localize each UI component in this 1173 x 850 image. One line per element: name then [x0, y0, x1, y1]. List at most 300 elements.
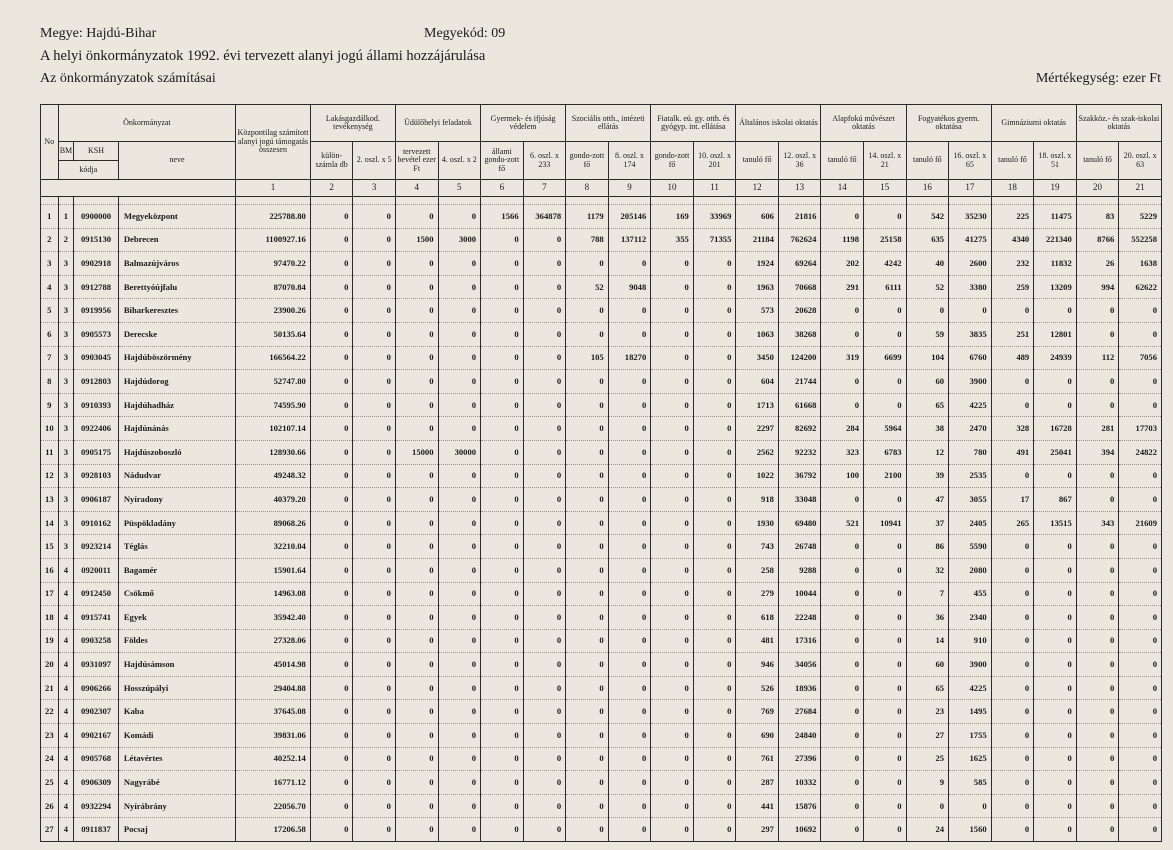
row-value: 3900 [949, 653, 992, 677]
row-name: Földes [118, 629, 235, 653]
row-value: 0 [991, 464, 1034, 488]
row-value: 0 [523, 700, 566, 724]
row-value: 343 [1076, 511, 1119, 535]
row-value: 3055 [949, 488, 992, 512]
row-total: 89068.26 [236, 511, 311, 535]
table-row [41, 653, 1162, 677]
row-value: 0 [821, 299, 864, 323]
row-value: 0 [991, 771, 1034, 795]
row-value: 0 [821, 558, 864, 582]
row-value: 0 [651, 724, 694, 748]
col-number: 11 [693, 180, 736, 197]
row-number: 15 [41, 535, 59, 559]
table-row [41, 582, 1162, 606]
row-value: 0 [566, 653, 609, 677]
row-value: 3450 [736, 346, 779, 370]
row-value: 259 [991, 275, 1034, 299]
row-value: 0 [353, 393, 396, 417]
row-ksh-code: 0915741 [74, 606, 119, 630]
row-value: 16728 [1034, 417, 1077, 441]
row-value: 0 [353, 488, 396, 512]
row-value: 0 [353, 818, 396, 842]
row-name: Egyek [118, 606, 235, 630]
row-name: Létavértes [118, 747, 235, 771]
row-value: 0 [481, 582, 524, 606]
row-value: 137112 [608, 228, 651, 252]
table-row [41, 511, 1162, 535]
row-value: 0 [310, 205, 353, 229]
row-value: 0 [353, 252, 396, 276]
row-value: 0 [864, 629, 907, 653]
col-sub-header: 16. oszl. x 65 [949, 142, 992, 180]
col-sub-header: gondo-zott fő [651, 142, 694, 180]
row-value: 0 [1119, 606, 1162, 630]
row-value: 0 [693, 558, 736, 582]
row-value: 0 [523, 818, 566, 842]
row-value: 0 [864, 676, 907, 700]
table-row [41, 771, 1162, 795]
row-value: 0 [1119, 794, 1162, 818]
row-value: 0 [821, 818, 864, 842]
row-ksh-code: 0923214 [74, 535, 119, 559]
row-value: 4225 [949, 393, 992, 417]
col-number: 5 [438, 180, 481, 197]
table-row [41, 440, 1162, 464]
table-row [41, 464, 1162, 488]
row-value: 0 [523, 771, 566, 795]
row-value: 0 [864, 488, 907, 512]
row-number: 3 [41, 252, 59, 276]
table-row [41, 818, 1162, 842]
row-value: 2100 [864, 464, 907, 488]
row-value: 0 [693, 653, 736, 677]
row-value: 47 [906, 488, 949, 512]
row-total: 74595.90 [236, 393, 311, 417]
row-value: 251 [991, 322, 1034, 346]
row-value: 3380 [949, 275, 992, 299]
unit-label: Mértékegység: ezer Ft [1035, 71, 1161, 86]
row-value: 0 [523, 747, 566, 771]
row-value: 441 [736, 794, 779, 818]
row-value: 0 [395, 771, 438, 795]
row-value: 0 [438, 629, 481, 653]
row-ksh-code: 0902167 [74, 724, 119, 748]
table-header [41, 105, 1162, 197]
row-value: 0 [693, 818, 736, 842]
row-value: 0 [864, 724, 907, 748]
row-value: 2535 [949, 464, 992, 488]
spacer-cell [1119, 197, 1162, 205]
table-row [41, 535, 1162, 559]
row-value: 0 [310, 818, 353, 842]
row-value: 205146 [608, 205, 651, 229]
row-value: 0 [523, 629, 566, 653]
row-value: 994 [1076, 275, 1119, 299]
spacer-cell [991, 197, 1034, 205]
row-value: 0 [651, 629, 694, 653]
row-value: 0 [1034, 393, 1077, 417]
col-sub-header: tanuló fő [821, 142, 864, 180]
row-ksh-code: 0902307 [74, 700, 119, 724]
row-value: 36792 [778, 464, 821, 488]
row-ksh-code: 0919956 [74, 299, 119, 323]
row-value: 0 [566, 700, 609, 724]
row-value: 0 [523, 653, 566, 677]
row-bm-code: 3 [58, 535, 74, 559]
row-value: 0 [353, 535, 396, 559]
row-value: 0 [608, 724, 651, 748]
row-value: 0 [693, 370, 736, 394]
row-value: 0 [353, 228, 396, 252]
row-value: 0 [438, 794, 481, 818]
row-value: 489 [991, 346, 1034, 370]
row-bm-code: 3 [58, 299, 74, 323]
spacer-cell [118, 197, 235, 205]
row-value: 33048 [778, 488, 821, 512]
row-value: 0 [481, 676, 524, 700]
row-bm-code: 4 [58, 629, 74, 653]
col-no-header: No [41, 105, 59, 180]
row-value: 0 [693, 606, 736, 630]
row-value: 18270 [608, 346, 651, 370]
row-value: 0 [864, 747, 907, 771]
row-value: 12801 [1034, 322, 1077, 346]
row-value: 0 [693, 393, 736, 417]
row-value: 0 [523, 558, 566, 582]
row-ksh-code: 0922406 [74, 417, 119, 441]
row-value: 0 [1076, 794, 1119, 818]
row-value: 0 [1034, 771, 1077, 795]
row-value: 0 [438, 724, 481, 748]
col-group-header: Üdülőhelyi feladatok [395, 105, 480, 142]
row-value: 0 [651, 464, 694, 488]
row-value: 0 [1076, 299, 1119, 323]
row-value: 0 [310, 228, 353, 252]
row-value: 0 [821, 370, 864, 394]
row-number: 7 [41, 346, 59, 370]
spacer-cell [41, 197, 59, 205]
row-value: 0 [949, 794, 992, 818]
row-value: 83 [1076, 205, 1119, 229]
row-value: 0 [310, 700, 353, 724]
row-value: 0 [864, 606, 907, 630]
row-value: 0 [651, 653, 694, 677]
row-number: 17 [41, 582, 59, 606]
row-name: Pocsaj [118, 818, 235, 842]
row-bm-code: 3 [58, 346, 74, 370]
row-value: 21744 [778, 370, 821, 394]
row-value: 0 [523, 275, 566, 299]
row-value: 70668 [778, 275, 821, 299]
row-value: 202 [821, 252, 864, 276]
row-bm-code: 1 [58, 205, 74, 229]
row-value: 328 [991, 417, 1034, 441]
row-number: 19 [41, 629, 59, 653]
row-value: 0 [693, 511, 736, 535]
row-value: 10941 [864, 511, 907, 535]
row-value: 0 [991, 818, 1034, 842]
row-value: 0 [1034, 299, 1077, 323]
row-value: 0 [438, 464, 481, 488]
row-value: 41275 [949, 228, 992, 252]
row-bm-code: 4 [58, 794, 74, 818]
row-value: 0 [1034, 370, 1077, 394]
col-neve-header: neve [118, 142, 235, 180]
row-value: 0 [608, 488, 651, 512]
row-bm-code: 4 [58, 747, 74, 771]
row-value: 2405 [949, 511, 992, 535]
row-bm-code: 4 [58, 653, 74, 677]
row-bm-code: 3 [58, 488, 74, 512]
row-value: 40 [906, 252, 949, 276]
row-value: 0 [310, 346, 353, 370]
row-value: 0 [1076, 606, 1119, 630]
spacer-cell [906, 197, 949, 205]
table-row [41, 724, 1162, 748]
row-value: 0 [991, 653, 1034, 677]
row-value: 0 [1034, 606, 1077, 630]
col-sub-header: tanuló fő [1076, 142, 1119, 180]
row-value: 0 [864, 794, 907, 818]
row-value: 10332 [778, 771, 821, 795]
row-value: 86 [906, 535, 949, 559]
row-value: 0 [523, 322, 566, 346]
row-value: 258 [736, 558, 779, 582]
row-value: 0 [693, 252, 736, 276]
row-ksh-code: 0910393 [74, 393, 119, 417]
row-name: Komádi [118, 724, 235, 748]
row-value: 0 [1034, 535, 1077, 559]
table-row [41, 676, 1162, 700]
col-number: 1 [236, 180, 311, 197]
row-number: 2 [41, 228, 59, 252]
row-value: 0 [1034, 724, 1077, 748]
row-value: 0 [949, 299, 992, 323]
spacer-cell [481, 197, 524, 205]
row-value: 6760 [949, 346, 992, 370]
row-value: 60 [906, 653, 949, 677]
row-value: 0 [481, 370, 524, 394]
row-value: 24840 [778, 724, 821, 748]
row-value: 0 [864, 393, 907, 417]
row-value: 0 [438, 205, 481, 229]
row-value: 0 [1119, 393, 1162, 417]
row-name: Nagyrábé [118, 771, 235, 795]
row-ksh-code: 0900000 [74, 205, 119, 229]
row-ksh-code: 0931097 [74, 653, 119, 677]
row-value: 0 [864, 535, 907, 559]
row-value: 0 [991, 794, 1034, 818]
row-bm-code: 3 [58, 417, 74, 441]
row-bm-code: 4 [58, 582, 74, 606]
row-ksh-code: 0912450 [74, 582, 119, 606]
row-value: 104 [906, 346, 949, 370]
col-group-header: Lakásgazdálkod. tevékenység [310, 105, 395, 142]
col-ksh-header: KSH [74, 142, 119, 161]
row-value: 0 [693, 700, 736, 724]
row-value: 297 [736, 818, 779, 842]
header-spacer-row [41, 197, 1162, 205]
row-ksh-code: 0906309 [74, 771, 119, 795]
row-value: 52 [566, 275, 609, 299]
row-value: 0 [821, 322, 864, 346]
row-value: 0 [310, 794, 353, 818]
row-total: 40379.20 [236, 488, 311, 512]
col-sub-header: tanuló fő [736, 142, 779, 180]
row-total: 225788.80 [236, 205, 311, 229]
row-value: 918 [736, 488, 779, 512]
row-value: 0 [991, 747, 1034, 771]
row-value: 1198 [821, 228, 864, 252]
row-value: 0 [1076, 370, 1119, 394]
row-value: 13209 [1034, 275, 1077, 299]
row-total: 49248.32 [236, 464, 311, 488]
row-value: 3000 [438, 228, 481, 252]
row-value: 0 [1076, 558, 1119, 582]
row-value: 0 [1119, 464, 1162, 488]
row-value: 0 [991, 676, 1034, 700]
spacer-cell [778, 197, 821, 205]
row-value: 21609 [1119, 511, 1162, 535]
row-value: 0 [395, 299, 438, 323]
col-number: 19 [1034, 180, 1077, 197]
row-number: 20 [41, 653, 59, 677]
row-value: 2080 [949, 558, 992, 582]
row-ksh-code: 0903045 [74, 346, 119, 370]
row-value: 0 [438, 676, 481, 700]
row-value: 0 [353, 322, 396, 346]
row-value: 0 [395, 818, 438, 842]
row-total: 16771.12 [236, 771, 311, 795]
row-value: 0 [310, 653, 353, 677]
row-value: 0 [608, 700, 651, 724]
row-value: 0 [864, 370, 907, 394]
row-value: 0 [481, 700, 524, 724]
table-row [41, 488, 1162, 512]
spacer-cell [736, 197, 779, 205]
row-value: 0 [906, 299, 949, 323]
row-value: 0 [395, 346, 438, 370]
row-ksh-code: 0912788 [74, 275, 119, 299]
row-value: 0 [566, 818, 609, 842]
spacer-cell [608, 197, 651, 205]
col-sub-header: 14. oszl. x 21 [864, 142, 907, 180]
row-value: 17703 [1119, 417, 1162, 441]
row-value: 0 [438, 370, 481, 394]
row-value: 0 [821, 205, 864, 229]
row-value: 112 [1076, 346, 1119, 370]
table-row [41, 205, 1162, 229]
row-value: 38268 [778, 322, 821, 346]
row-name: Hajdúsámson [118, 653, 235, 677]
row-value: 1755 [949, 724, 992, 748]
row-value: 0 [1119, 676, 1162, 700]
row-value: 0 [566, 393, 609, 417]
row-value: 0 [481, 464, 524, 488]
row-value: 279 [736, 582, 779, 606]
row-value: 0 [481, 511, 524, 535]
spacer-cell [74, 197, 119, 205]
row-value: 2340 [949, 606, 992, 630]
row-value: 762624 [778, 228, 821, 252]
row-value: 0 [481, 488, 524, 512]
row-total: 52747.80 [236, 370, 311, 394]
row-value: 0 [481, 771, 524, 795]
row-value: 0 [353, 558, 396, 582]
row-value: 0 [523, 346, 566, 370]
row-name: Nádudvar [118, 464, 235, 488]
table-row [41, 370, 1162, 394]
row-value: 394 [1076, 440, 1119, 464]
row-value: 0 [481, 535, 524, 559]
row-value: 0 [1119, 488, 1162, 512]
row-value: 1638 [1119, 252, 1162, 276]
row-value: 0 [1119, 653, 1162, 677]
row-value: 0 [523, 582, 566, 606]
row-value: 0 [395, 511, 438, 535]
row-value: 0 [395, 724, 438, 748]
row-value: 0 [651, 700, 694, 724]
row-number: 23 [41, 724, 59, 748]
row-value: 0 [693, 299, 736, 323]
row-value: 0 [353, 629, 396, 653]
row-value: 2297 [736, 417, 779, 441]
county-label: Megye: Hajdú-Bihar [40, 26, 157, 41]
row-value: 0 [693, 747, 736, 771]
row-value: 124200 [778, 346, 821, 370]
row-value: 0 [481, 653, 524, 677]
row-value: 0 [991, 535, 1034, 559]
row-value: 7 [906, 582, 949, 606]
row-value: 355 [651, 228, 694, 252]
row-value: 0 [608, 582, 651, 606]
row-value: 552258 [1119, 228, 1162, 252]
row-value: 0 [1034, 794, 1077, 818]
row-value: 17316 [778, 629, 821, 653]
row-value: 0 [693, 771, 736, 795]
col-group-header: Gimnáziumi oktatás [991, 105, 1076, 142]
table-row [41, 346, 1162, 370]
row-value: 0 [353, 794, 396, 818]
row-value: 319 [821, 346, 864, 370]
row-name: Csökmő [118, 582, 235, 606]
row-value: 0 [395, 794, 438, 818]
row-name: Debrecen [118, 228, 235, 252]
row-total: 15901.64 [236, 558, 311, 582]
col-sub-header: gondo-zott fő [566, 142, 609, 180]
row-value: 0 [523, 464, 566, 488]
row-total: 50135.64 [236, 322, 311, 346]
row-total: 37645.08 [236, 700, 311, 724]
row-name: Megyeközpont [118, 205, 235, 229]
row-value: 0 [693, 417, 736, 441]
row-value: 37 [906, 511, 949, 535]
row-value: 0 [1076, 653, 1119, 677]
row-value: 24 [906, 818, 949, 842]
row-value: 0 [1119, 582, 1162, 606]
row-total: 39831.06 [236, 724, 311, 748]
row-value: 8766 [1076, 228, 1119, 252]
row-name: Hajdúdorog [118, 370, 235, 394]
row-value: 0 [395, 629, 438, 653]
row-value: 0 [693, 275, 736, 299]
row-value: 0 [523, 676, 566, 700]
row-value: 6783 [864, 440, 907, 464]
row-number: 27 [41, 818, 59, 842]
row-value: 0 [1034, 558, 1077, 582]
row-value: 0 [481, 629, 524, 653]
row-value: 0 [651, 252, 694, 276]
